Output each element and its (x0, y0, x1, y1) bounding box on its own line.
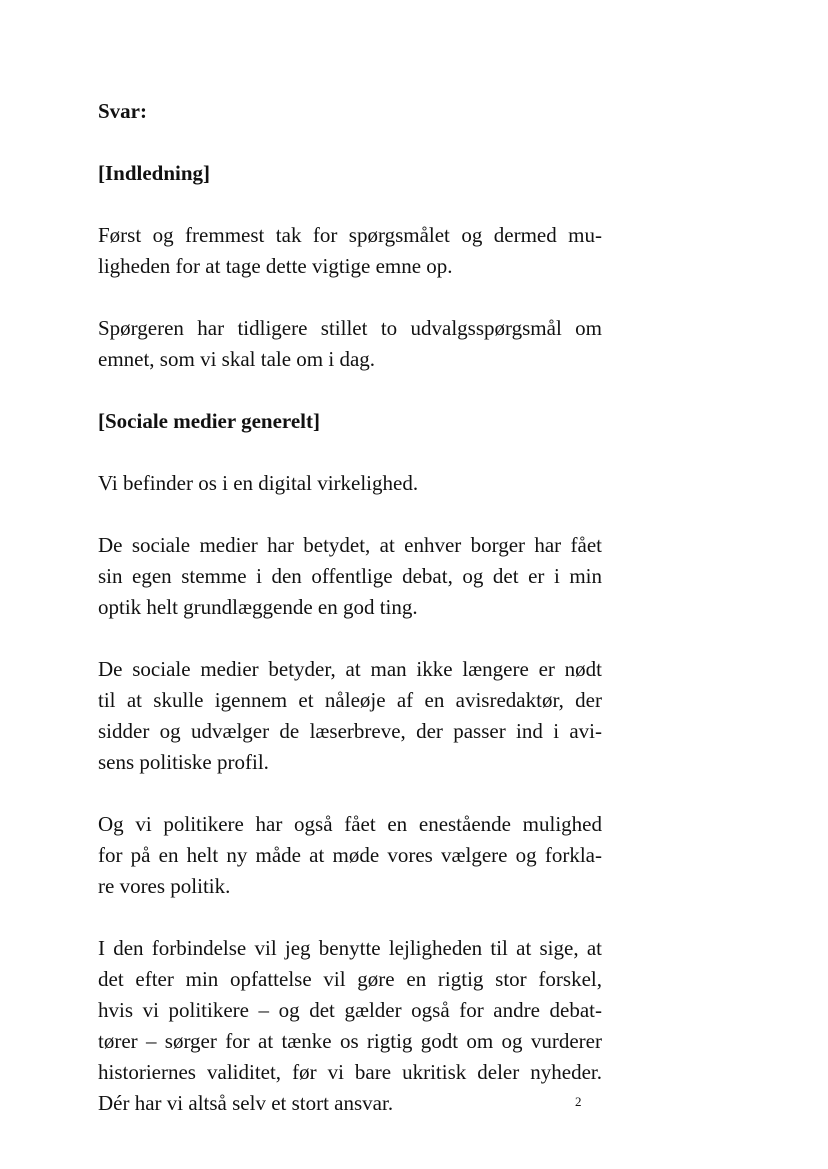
text-line: sens politiske profil. (98, 750, 269, 774)
text-line: for på en helt ny måde at møde vores vælgere og forkla- (98, 843, 602, 867)
section-heading-indledning: [Indledning] (98, 161, 211, 185)
text-line: De sociale medier har betydet, at enhver borger har fået (98, 533, 602, 557)
paragraph (98, 809, 602, 902)
text-line: Og vi politikere har også fået en enestående mulighed (98, 812, 602, 836)
section-heading-sociale-medier: [Sociale medier generelt] (98, 409, 320, 433)
paragraph (98, 530, 602, 623)
text-line: ligheden for at tage dette vigtige emne op. (98, 254, 453, 278)
paragraph (98, 654, 602, 778)
text-line: det efter min opfattelse vil gøre en rigtig stor forskel, (98, 967, 602, 991)
paragraph (98, 933, 602, 1119)
text-line: Først og fremmest tak for spørgsmålet og dermed mu- (98, 223, 602, 247)
text-line: Dér har vi altså selv et stort ansvar. (98, 1091, 394, 1115)
page-number: 2 (575, 1094, 582, 1109)
paragraph (98, 313, 602, 375)
text-line: De sociale medier betyder, at man ikke længere er nødt (98, 657, 602, 681)
paragraph (98, 220, 602, 282)
text-line: til at skulle igennem et nåleøje af en avisredaktør, der (98, 688, 602, 712)
text-line: optik helt grundlæggende en god ting. (98, 595, 418, 619)
document-title: Svar: (98, 99, 147, 123)
text-line: sin egen stemme i den offentlige debat, og det er i min (98, 564, 602, 588)
text-line: historiernes validitet, før vi bare ukritisk deler nyheder. (98, 1060, 602, 1084)
text-line: tører – sørger for at tænke os rigtig godt om og vurderer (98, 1029, 602, 1053)
text-line: hvis vi politikere – og det gælder også for andre debat- (98, 998, 602, 1022)
text-line: emnet, som vi skal tale om i dag. (98, 347, 376, 371)
text-line: Vi befinder os i en digital virkelighed. (98, 471, 419, 495)
text-line: I den forbindelse vil jeg benytte lejligheden til at sige, at (98, 936, 602, 960)
paragraph (98, 468, 602, 499)
text-line: Spørgeren har tidligere stillet to udvalgsspørgsmål om (98, 316, 602, 340)
text-line: re vores politik. (98, 874, 231, 898)
document-body (98, 96, 602, 1150)
text-line: sidder og udvælger de læserbreve, der passer ind i avi- (98, 719, 602, 743)
